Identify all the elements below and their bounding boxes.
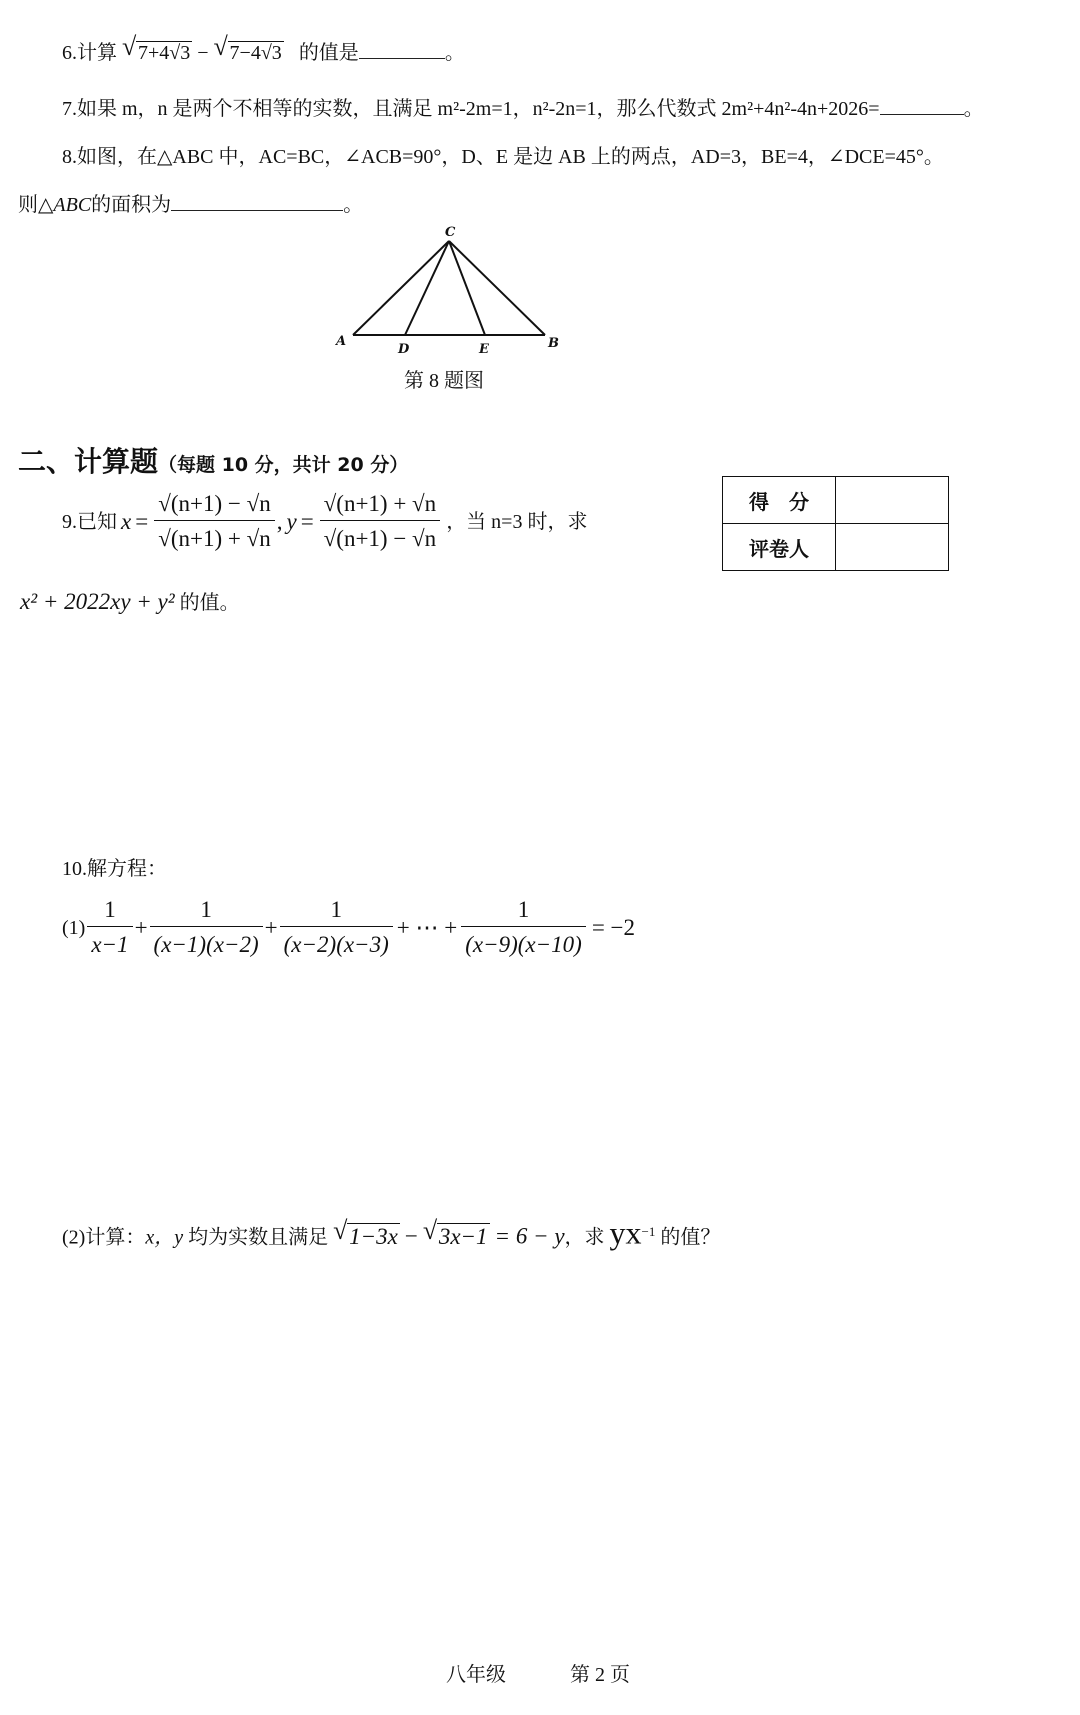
q7-answer-blank[interactable] bbox=[880, 94, 964, 115]
q10-part-1 bbox=[62, 896, 635, 959]
q9-num-y: √(n+1) + √n bbox=[323, 491, 437, 516]
label-b: B bbox=[548, 336, 559, 351]
score-cell[interactable] bbox=[836, 477, 949, 524]
q8-triangle-figure bbox=[330, 225, 570, 360]
segment-ac bbox=[353, 241, 449, 335]
question-7 bbox=[62, 94, 984, 123]
q9-var-x: x bbox=[121, 508, 132, 534]
q9-den-y: √(n+1) − √n bbox=[320, 520, 441, 553]
q9-fraction-x bbox=[154, 490, 275, 553]
question-6 bbox=[62, 32, 465, 67]
q9-expression: x² + 2022xy + y² bbox=[20, 589, 175, 614]
q9-line-2 bbox=[20, 588, 240, 617]
q10-2-mid: 均为实数且满足 bbox=[188, 1226, 329, 1249]
q9-prefix: 9.已知 bbox=[62, 510, 117, 533]
q9-den-x: √(n+1) + √n bbox=[154, 520, 275, 553]
q10-2-expr: yx bbox=[609, 1214, 642, 1251]
q10-title: 10.解方程： bbox=[62, 858, 167, 880]
q9-eq-y: = bbox=[300, 508, 314, 534]
score-label: 得 分 bbox=[723, 477, 836, 524]
section-2-subtitle: （每题 10 分，共计 20 分） bbox=[158, 454, 409, 476]
q10-2-sup: −1 bbox=[641, 1224, 656, 1239]
score-box bbox=[722, 476, 949, 571]
q10-1-term-3: $\frac{1}{(x-2)(x-3)}$ bbox=[280, 896, 393, 959]
grader-cell[interactable] bbox=[836, 524, 949, 571]
label-a: A bbox=[336, 334, 347, 349]
q9-eq-x: = bbox=[135, 508, 149, 534]
section-2-header bbox=[18, 440, 408, 480]
q10-1-term-2: $\frac{1}{(x-1)(x-2)}$ bbox=[150, 896, 263, 959]
segment-ce bbox=[449, 241, 485, 335]
q10-1-dots: + ⋯ + bbox=[396, 914, 458, 940]
q8-abc: ABC bbox=[53, 194, 92, 216]
grader-label: 评卷人 bbox=[723, 524, 836, 571]
segment-bc bbox=[449, 241, 545, 335]
q10-1-plus-2: + bbox=[264, 914, 278, 940]
label-c: C bbox=[445, 225, 456, 240]
q8-triangle-prefix: 则△ bbox=[18, 194, 54, 216]
question-8-line-2 bbox=[18, 190, 363, 219]
q6-end: 。 bbox=[444, 42, 465, 64]
footer bbox=[446, 1658, 630, 1687]
q10-2-sqrt-2: √ 3x−1 bbox=[422, 1215, 488, 1249]
q6-answer-blank[interactable] bbox=[359, 38, 445, 59]
label-d: D bbox=[398, 342, 410, 357]
q10-part-2 bbox=[62, 1214, 721, 1252]
q7-end: 。 bbox=[963, 98, 984, 120]
q10-2-minus: − bbox=[404, 1223, 418, 1249]
q10-2-ask: ，求 bbox=[564, 1226, 605, 1249]
q8-end: 。 bbox=[343, 194, 364, 216]
q10-1-term-1: $\frac{1}{x-1}$ bbox=[87, 896, 132, 959]
question-8-line-1: 8.如图，在△ABC 中，AC=BC，∠ACB=90°，D、E 是边 AB 上的两点，AD=3，BE=4，∠DCE=45°。 bbox=[62, 146, 944, 168]
label-e: E bbox=[479, 342, 489, 357]
q10-2-vars: x，y bbox=[145, 1226, 184, 1249]
q10-1-plus-1: + bbox=[134, 914, 148, 940]
footer-grade: 八年级 bbox=[446, 1664, 506, 1686]
q10-2-suffix: 的值？ bbox=[660, 1226, 721, 1249]
q6-sqrt-2: √ 7−4√3 bbox=[213, 32, 282, 64]
q8-answer-blank[interactable] bbox=[171, 190, 343, 211]
q9-comma: , bbox=[276, 508, 283, 534]
q8-figure-caption: 第 8 题图 bbox=[404, 370, 484, 392]
q10-1-rhs: = −2 bbox=[591, 914, 636, 940]
footer-page: 第 2 页 bbox=[570, 1664, 630, 1686]
q8-area-text: 的面积为 bbox=[91, 194, 172, 216]
q6-suffix: 的值是 bbox=[298, 42, 359, 64]
q6-prefix: 6.计算 bbox=[62, 42, 117, 64]
q6-minus: − bbox=[197, 42, 209, 64]
section-2-title: 二、计算题 bbox=[18, 445, 159, 478]
q9-suffix: 的值。 bbox=[179, 592, 240, 614]
question-9 bbox=[62, 490, 587, 553]
segment-cd bbox=[405, 241, 449, 335]
q6-sqrt-1: √ 7+4√3 bbox=[122, 32, 191, 64]
q10-2-sqrt-1: √ 1−3x bbox=[333, 1215, 398, 1249]
q9-num-x: √(n+1) − √n bbox=[158, 491, 271, 516]
q9-condition: ，当 n=3 时，求 bbox=[446, 510, 588, 533]
q9-fraction-y bbox=[320, 490, 441, 553]
q10-2-prefix: (2)计算： bbox=[62, 1226, 146, 1249]
q10-1-term-4: $\frac{1}{(x-9)(x-10)}$ bbox=[461, 896, 586, 959]
q7-text: 7.如果 m，n 是两个不相等的实数，且满足 m²-2m=1，n²-2n=1，那么代数式 2m²+4n²-4n+2026= bbox=[62, 98, 880, 120]
q10-2-eq: = 6 − y bbox=[494, 1223, 565, 1249]
q9-var-y: y bbox=[286, 508, 297, 534]
q10-1-label: (1) bbox=[62, 916, 86, 939]
